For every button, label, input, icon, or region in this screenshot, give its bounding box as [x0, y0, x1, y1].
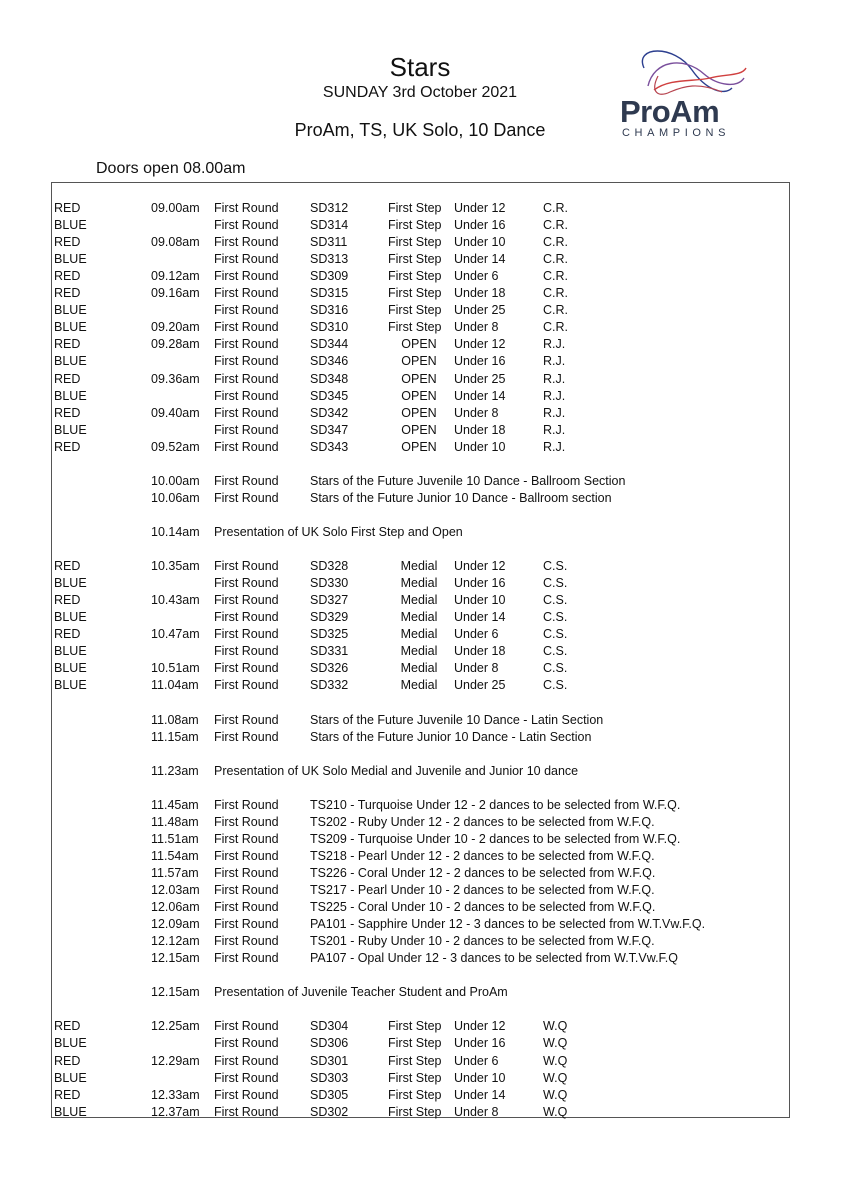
age-cell: Under 25 — [454, 371, 506, 386]
doors-open-time: Doors open 08.00am — [96, 160, 246, 177]
time-cell: 10.47am — [151, 627, 200, 642]
code-cell: SD347 — [310, 422, 349, 437]
judge-cell: R.J. — [543, 439, 566, 454]
round-cell: First Round — [214, 439, 279, 454]
round-cell: First Round — [214, 218, 279, 233]
round-cell: First Round — [214, 712, 279, 727]
code-cell: SD325 — [310, 627, 349, 642]
age-cell: Under 8 — [454, 320, 499, 335]
time-cell: 09.28am — [151, 337, 200, 352]
round-cell: First Round — [214, 354, 279, 369]
description-cell: Stars of the Future Juvenile 10 Dance - Latin Section — [310, 712, 604, 727]
time-cell: 12.25am — [151, 1019, 200, 1034]
style-cell: Medial — [400, 627, 438, 642]
time-cell: 09.40am — [151, 405, 200, 420]
time-cell: 12.33am — [151, 1087, 200, 1102]
judge-cell: R.J. — [543, 388, 566, 403]
style-cell: Medial — [400, 644, 438, 659]
time-cell: 12.03am — [151, 883, 200, 897]
time-cell: 09.20am — [151, 320, 200, 335]
code-cell: SD302 — [310, 1104, 349, 1119]
age-cell: Under 10 — [454, 235, 506, 250]
style-cell: OPEN — [401, 422, 437, 437]
judge-cell: R.J. — [543, 354, 566, 369]
round-cell: First Round — [214, 490, 279, 505]
round-cell: First Round — [214, 1019, 279, 1034]
style-cell: First Step — [388, 1087, 442, 1102]
team-cell: BLUE — [54, 1104, 87, 1119]
style-cell: OPEN — [401, 405, 437, 420]
team-cell: BLUE — [54, 320, 87, 335]
team-cell: BLUE — [54, 354, 87, 369]
team-cell: RED — [54, 269, 81, 284]
style-cell: OPEN — [401, 371, 437, 386]
round-cell: First Round — [214, 814, 279, 829]
style-cell: First Step — [388, 1036, 442, 1051]
round-cell: First Round — [214, 900, 279, 915]
time-cell: 11.57am — [151, 865, 199, 880]
time-cell: 12.15am — [151, 985, 200, 1000]
code-cell: SD310 — [310, 320, 349, 335]
team-cell: BLUE — [54, 1070, 87, 1085]
age-cell: Under 6 — [454, 627, 499, 642]
judge-cell: R.J. — [543, 405, 566, 420]
team-cell: RED — [54, 439, 81, 454]
code-cell: SD329 — [310, 610, 349, 625]
judge-cell: W.Q — [543, 1104, 568, 1119]
round-cell: First Round — [214, 627, 279, 642]
style-cell: OPEN — [401, 388, 437, 403]
judge-cell: C.R. — [543, 320, 568, 335]
style-cell: First Step — [388, 1070, 442, 1085]
round-cell: First Round — [214, 1036, 279, 1051]
code-cell: SD328 — [310, 559, 349, 574]
age-cell: Under 10 — [454, 593, 506, 608]
age-cell: Under 16 — [454, 1036, 506, 1051]
presentation-cell: Presentation of UK Solo Medial and Juvenile and Junior 10 dance — [214, 763, 579, 778]
presentation-cell: Presentation of UK Solo First Step and Open — [214, 524, 463, 539]
age-cell: Under 14 — [454, 610, 506, 625]
style-cell: First Step — [388, 1019, 442, 1034]
team-cell: RED — [54, 235, 81, 250]
style-cell: Medial — [400, 678, 438, 693]
judge-cell: C.R. — [543, 235, 568, 250]
round-cell: First Round — [214, 678, 279, 693]
team-cell: RED — [54, 1087, 81, 1102]
code-cell: SD311 — [310, 235, 348, 250]
description-cell: PA101 - Sapphire Under 12 - 3 dances to be selected from W.T.Vw.F.Q. — [310, 917, 706, 932]
code-cell: SD331 — [310, 644, 349, 659]
age-cell: Under 12 — [454, 201, 506, 215]
age-cell: Under 8 — [454, 661, 499, 676]
description-cell: TS209 - Turquoise Under 10 - 2 dances to be selected from W.F.Q. — [310, 831, 681, 846]
round-cell: First Round — [214, 1087, 279, 1102]
time-cell: 11.51am — [151, 831, 199, 846]
time-cell: 12.29am — [151, 1053, 200, 1068]
description-cell: Stars of the Future Juvenile 10 Dance - Ballroom Section — [310, 473, 626, 488]
time-cell: 10.00am — [151, 473, 200, 488]
team-cell: BLUE — [54, 678, 87, 693]
code-cell: SD348 — [310, 371, 349, 386]
age-cell: Under 6 — [454, 269, 499, 284]
style-cell: OPEN — [401, 337, 437, 352]
style-cell: OPEN — [401, 354, 437, 369]
time-cell: 10.14am — [151, 524, 200, 539]
time-cell: 12.15am — [151, 951, 200, 966]
judge-cell: C.R. — [543, 269, 568, 284]
description-cell: TS201 - Ruby Under 10 - 2 dances to be selected from W.F.Q. — [310, 934, 655, 949]
time-cell: 12.12am — [151, 934, 200, 949]
code-cell: SD342 — [310, 405, 349, 420]
logo-tagline: CHAMPIONS — [622, 127, 731, 139]
judge-cell: C.S. — [543, 661, 568, 676]
style-cell: Medial — [400, 559, 438, 574]
team-cell: BLUE — [54, 303, 87, 318]
description-cell: TS217 - Pearl Under 10 - 2 dances to be selected from W.F.Q. — [310, 883, 655, 897]
code-cell: SD330 — [310, 576, 349, 591]
team-cell: BLUE — [54, 252, 87, 267]
age-cell: Under 14 — [454, 252, 506, 267]
age-cell: Under 14 — [454, 388, 506, 403]
time-cell: 11.45am — [151, 797, 199, 812]
round-cell: First Round — [214, 473, 279, 488]
style-cell: First Step — [388, 1053, 442, 1068]
code-cell: SD314 — [310, 218, 349, 233]
time-cell: 11.15am — [151, 729, 199, 744]
code-cell: SD303 — [310, 1070, 349, 1085]
event-date: SUNDAY 3rd October 2021 — [322, 84, 518, 101]
round-cell: First Round — [214, 1104, 279, 1119]
time-cell: 11.04am — [151, 678, 199, 693]
team-cell: RED — [54, 337, 81, 352]
age-cell: Under 6 — [454, 1053, 499, 1068]
round-cell: First Round — [214, 610, 279, 625]
judge-cell: C.R. — [543, 218, 568, 233]
time-cell: 09.36am — [151, 371, 200, 386]
team-cell: BLUE — [54, 644, 87, 659]
team-cell: RED — [54, 371, 81, 386]
round-cell: First Round — [214, 917, 279, 932]
round-cell: First Round — [214, 831, 279, 846]
style-cell: First Step — [388, 269, 442, 284]
team-cell: RED — [54, 286, 81, 301]
code-cell: SD305 — [310, 1087, 349, 1102]
judge-cell: C.S. — [543, 559, 568, 574]
judge-cell: C.S. — [543, 610, 568, 625]
team-cell: BLUE — [54, 661, 87, 676]
judge-cell: W.Q — [543, 1087, 568, 1102]
round-cell: First Round — [214, 286, 279, 301]
code-cell: SD345 — [310, 388, 349, 403]
time-cell: 11.08am — [151, 712, 199, 727]
round-cell: First Round — [214, 1070, 279, 1085]
code-cell: SD343 — [310, 439, 349, 454]
round-cell: First Round — [214, 388, 279, 403]
age-cell: Under 12 — [454, 337, 506, 352]
description-cell: TS225 - Coral Under 10 - 2 dances to be selected from W.F.Q. — [310, 900, 656, 915]
time-cell: 10.35am — [151, 559, 200, 574]
code-cell: SD309 — [310, 269, 349, 284]
age-cell: Under 25 — [454, 678, 506, 693]
code-cell: SD304 — [310, 1019, 349, 1034]
round-cell: First Round — [214, 1053, 279, 1068]
round-cell: First Round — [214, 320, 279, 335]
time-cell: 09.00am — [151, 201, 200, 215]
judge-cell: W.Q — [543, 1070, 568, 1085]
judge-cell: C.S. — [543, 644, 568, 659]
round-cell: First Round — [214, 848, 279, 863]
age-cell: Under 12 — [454, 1019, 506, 1034]
code-cell: SD306 — [310, 1036, 349, 1051]
round-cell: First Round — [214, 252, 279, 267]
round-cell: First Round — [214, 883, 279, 897]
time-cell: 12.09am — [151, 917, 200, 932]
style-cell: OPEN — [401, 439, 437, 454]
team-cell: RED — [54, 1019, 81, 1034]
event-subtitle: ProAm, TS, UK Solo, 10 Dance — [294, 120, 546, 140]
round-cell: First Round — [214, 371, 279, 386]
round-cell: First Round — [214, 201, 279, 215]
judge-cell: C.R. — [543, 252, 568, 267]
code-cell: SD346 — [310, 354, 349, 369]
round-cell: First Round — [214, 644, 279, 659]
description-cell: TS202 - Ruby Under 12 - 2 dances to be selected from W.F.Q. — [310, 814, 655, 829]
judge-cell: W.Q — [543, 1019, 568, 1034]
logo-wordmark: ProAm — [620, 94, 720, 129]
judge-cell: C.S. — [543, 678, 568, 693]
presentation-cell: Presentation of Juvenile Teacher Student and ProAm — [214, 985, 508, 1000]
round-cell: First Round — [214, 303, 279, 318]
time-cell: 11.23am — [151, 763, 199, 778]
age-cell: Under 18 — [454, 644, 506, 659]
round-cell: First Round — [214, 422, 279, 437]
style-cell: First Step — [388, 201, 442, 215]
round-cell: First Round — [214, 865, 279, 880]
code-cell: SD313 — [310, 252, 349, 267]
style-cell: First Step — [388, 303, 442, 318]
age-cell: Under 8 — [454, 405, 499, 420]
age-cell: Under 16 — [454, 576, 506, 591]
style-cell: Medial — [400, 661, 438, 676]
age-cell: Under 25 — [454, 303, 506, 318]
team-cell: RED — [54, 559, 81, 574]
style-cell: First Step — [388, 320, 442, 335]
description-cell: TS226 - Coral Under 12 - 2 dances to be selected from W.F.Q. — [310, 865, 656, 880]
team-cell: BLUE — [54, 388, 87, 403]
age-cell: Under 10 — [454, 439, 506, 454]
judge-cell: R.J. — [543, 337, 566, 352]
time-cell: 09.12am — [151, 269, 200, 284]
age-cell: Under 16 — [454, 354, 506, 369]
round-cell: First Round — [214, 934, 279, 949]
team-cell: RED — [54, 201, 81, 215]
round-cell: First Round — [214, 797, 279, 812]
age-cell: Under 12 — [454, 559, 506, 574]
time-cell: 09.08am — [151, 235, 200, 250]
time-cell: 12.37am — [151, 1104, 200, 1119]
description-cell: Stars of the Future Junior 10 Dance - Latin Section — [310, 729, 592, 744]
style-cell: Medial — [400, 576, 438, 591]
code-cell: SD327 — [310, 593, 349, 608]
judge-cell: C.S. — [543, 593, 568, 608]
style-cell: First Step — [388, 235, 442, 250]
team-cell: BLUE — [54, 218, 87, 233]
team-cell: RED — [54, 627, 81, 642]
team-cell: BLUE — [54, 610, 87, 625]
style-cell: First Step — [388, 218, 442, 233]
age-cell: Under 18 — [454, 286, 506, 301]
round-cell: First Round — [214, 729, 279, 744]
time-cell: 11.48am — [151, 814, 199, 829]
round-cell: First Round — [214, 235, 279, 250]
round-cell: First Round — [214, 576, 279, 591]
judge-cell: C.R. — [543, 201, 568, 215]
age-cell: Under 16 — [454, 218, 506, 233]
style-cell: First Step — [388, 1104, 442, 1119]
time-cell: 10.43am — [151, 593, 200, 608]
round-cell: First Round — [214, 337, 279, 352]
time-cell: 09.52am — [151, 439, 200, 454]
style-cell: First Step — [388, 252, 442, 267]
judge-cell: R.J. — [543, 371, 566, 386]
age-cell: Under 18 — [454, 422, 506, 437]
time-cell: 10.51am — [151, 661, 200, 676]
judge-cell: R.J. — [543, 422, 566, 437]
code-cell: SD301 — [310, 1053, 349, 1068]
judge-cell: W.Q — [543, 1053, 568, 1068]
round-cell: First Round — [214, 661, 279, 676]
round-cell: First Round — [214, 405, 279, 420]
team-cell: BLUE — [54, 422, 87, 437]
style-cell: First Step — [388, 286, 442, 301]
age-cell: Under 10 — [454, 1070, 506, 1085]
round-cell: First Round — [214, 951, 279, 966]
description-cell: Stars of the Future Junior 10 Dance - Ballroom section — [310, 490, 612, 505]
time-cell: 10.06am — [151, 490, 200, 505]
description-cell: PA107 - Opal Under 12 - 3 dances to be selected from W.T.Vw.F.Q — [310, 951, 678, 966]
team-cell: BLUE — [54, 1036, 87, 1051]
event-title: Stars — [389, 52, 451, 82]
round-cell: First Round — [214, 269, 279, 284]
time-cell: 09.16am — [151, 286, 200, 301]
judge-cell: C.R. — [543, 286, 568, 301]
code-cell: SD315 — [310, 286, 349, 301]
code-cell: SD316 — [310, 303, 349, 318]
code-cell: SD312 — [310, 201, 349, 215]
judge-cell: C.R. — [543, 303, 568, 318]
code-cell: SD332 — [310, 678, 349, 693]
judge-cell: W.Q — [543, 1036, 568, 1051]
description-cell: TS210 - Turquoise Under 12 - 2 dances to be selected from W.F.Q. — [310, 797, 681, 812]
team-cell: RED — [54, 405, 81, 420]
age-cell: Under 8 — [454, 1104, 499, 1119]
style-cell: Medial — [400, 610, 438, 625]
time-cell: 11.54am — [151, 848, 199, 863]
team-cell: RED — [54, 1053, 81, 1068]
round-cell: First Round — [214, 559, 279, 574]
description-cell: TS218 - Pearl Under 12 - 2 dances to be selected from W.F.Q. — [310, 848, 655, 863]
team-cell: RED — [54, 593, 81, 608]
code-cell: SD326 — [310, 661, 349, 676]
time-cell: 12.06am — [151, 900, 200, 915]
style-cell: Medial — [400, 593, 438, 608]
age-cell: Under 14 — [454, 1087, 506, 1102]
judge-cell: C.S. — [543, 576, 568, 591]
round-cell: First Round — [214, 593, 279, 608]
code-cell: SD344 — [310, 337, 349, 352]
team-cell: BLUE — [54, 576, 87, 591]
judge-cell: C.S. — [543, 627, 568, 642]
